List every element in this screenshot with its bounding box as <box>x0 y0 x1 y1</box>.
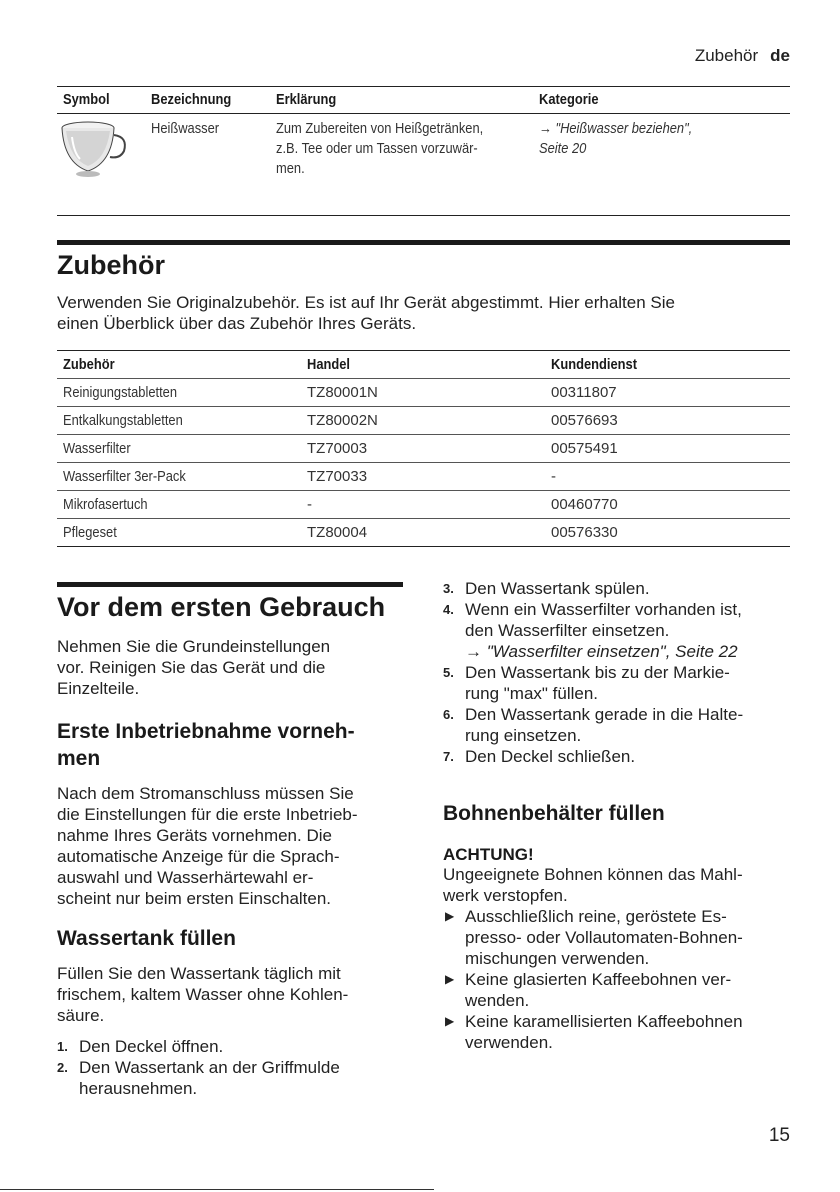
col-header-erklaerung: Erklärung <box>276 91 337 108</box>
erste-inbetriebnahme-text: Nach dem Stromanschluss müssen Sie die Einstellungen für die erste Inbetrieb- nahme Ihres Geräts vornehmen. Die automatische Anzeige für die Sprach- auswahl und Wasserhärtewahl er- scheint nur beim ersten Einschalten. <box>57 784 358 908</box>
vor-dem-intro: Nehmen Sie die Grundeinstellungen vor. Reinigen Sie das Gerät und die Einzelteile. <box>57 637 331 698</box>
table-row: Mikrofasertuch - 00460770 <box>57 490 790 518</box>
wassertank-steps-left <box>57 1036 417 1099</box>
list-item: 1. Den Deckel öffnen. <box>57 1037 224 1056</box>
zubehoer-intro: Verwenden Sie Originalzubehör. Es ist auf Ihr Gerät abgestimmt. Hier erhalten Sie einen Überblick über das Zubehör Ihres Geräts. <box>57 293 675 333</box>
list-item: 3. Den Wassertank spülen. <box>443 579 650 598</box>
section-rule <box>57 582 403 587</box>
list-item: 2. Den Wassertank an der Griffmulde herausnehmen. <box>57 1058 340 1098</box>
table-row: Reinigungstabletten TZ80001N 00311807 <box>57 378 790 406</box>
section-title-zubehoer: Zubehör <box>57 250 165 280</box>
table-row: Pflegeset TZ80004 00576330 <box>57 518 790 546</box>
section-rule <box>57 240 790 245</box>
col-header-kategorie: Kategorie <box>539 91 599 108</box>
header-section: Zubehör <box>694 46 759 65</box>
list-item: 6. Den Wassertank gerade in die Halte- rung einsetzen. <box>443 705 744 745</box>
running-header <box>695 46 790 66</box>
list-item: 4. Wenn ein Wasserfilter vorhanden ist, den Wasserfilter einsetzen. → "Wasserfilter einsetzen", Seite 22 <box>443 599 793 662</box>
bohnen-bullets <box>443 906 793 1053</box>
subsection-title-bohnenbehaelter: Bohnenbehälter füllen <box>443 802 665 825</box>
col-header-handel: Handel <box>307 356 351 373</box>
symbol-table <box>57 86 790 216</box>
subsection-title-erste-inbetriebnahme: Erste Inbetriebnahme vorneh- men <box>57 720 355 770</box>
bullet-icon: ▶ <box>445 972 455 986</box>
warning-text: Ungeeignete Bohnen können das Mahl- werk verstopfen. <box>443 865 743 905</box>
header-language: de <box>770 46 790 65</box>
subsection-title-wassertank: Wassertank füllen <box>57 927 236 950</box>
bullet-icon: ▶ <box>445 1014 455 1028</box>
explanation-line-3: men. <box>276 160 305 177</box>
col-header-bezeichnung: Bezeichnung <box>151 91 232 108</box>
category-page[interactable]: Seite 20 <box>539 140 587 157</box>
list-item: ▶ Ausschließlich reine, geröstete Es- presso- oder Vollautomaten-Bohnen- mischungen verwenden. <box>445 907 743 968</box>
cross-reference-link[interactable]: → "Wasserfilter einsetzen", Seite 22 <box>465 642 738 661</box>
col-header-symbol: Symbol <box>63 91 110 108</box>
list-item: 7. Den Deckel schließen. <box>443 747 636 766</box>
wassertank-text: Füllen Sie den Wassertank täglich mit frischem, kaltem Wasser ohne Kohlen- säure. <box>57 964 349 1025</box>
list-item: ▶ Keine karamellisierten Kaffeebohnen verwenden. <box>445 1012 743 1052</box>
table-row: Entkalkungstabletten TZ80002N 00576693 <box>57 406 790 434</box>
warning-label: ACHTUNG! <box>443 845 534 864</box>
explanation-line-2: z.B. Tee oder um Tassen vorzuwär- <box>276 140 478 157</box>
category-link[interactable]: → "Heißwasser beziehen", <box>539 120 693 137</box>
table-row: Wasserfilter TZ70003 00575491 <box>57 434 790 462</box>
section-title-vor-dem-ersten-gebrauch: Vor dem ersten Gebrauch <box>57 592 386 622</box>
page-number: 15 <box>768 1125 790 1146</box>
footer-rule <box>0 1189 434 1190</box>
explanation-line-1: Zum Zubereiten von Heißgetränken, <box>276 120 484 137</box>
col-header-kundendienst: Kundendienst <box>551 356 637 373</box>
symbol-name: Heißwasser <box>151 120 220 137</box>
accessories-table <box>57 350 790 541</box>
table-row: Wasserfilter 3er-Pack TZ70033 - <box>57 462 790 490</box>
col-header-zubehoer: Zubehör <box>63 356 115 373</box>
cup-icon <box>58 119 130 186</box>
list-item: ▶ Keine glasierten Kaffeebohnen ver- wenden. <box>445 970 732 1010</box>
bullet-icon: ▶ <box>445 909 455 923</box>
list-item: 5. Den Wassertank bis zu der Markie- rung "max" füllen. <box>443 663 730 703</box>
wassertank-steps-right <box>443 578 793 767</box>
